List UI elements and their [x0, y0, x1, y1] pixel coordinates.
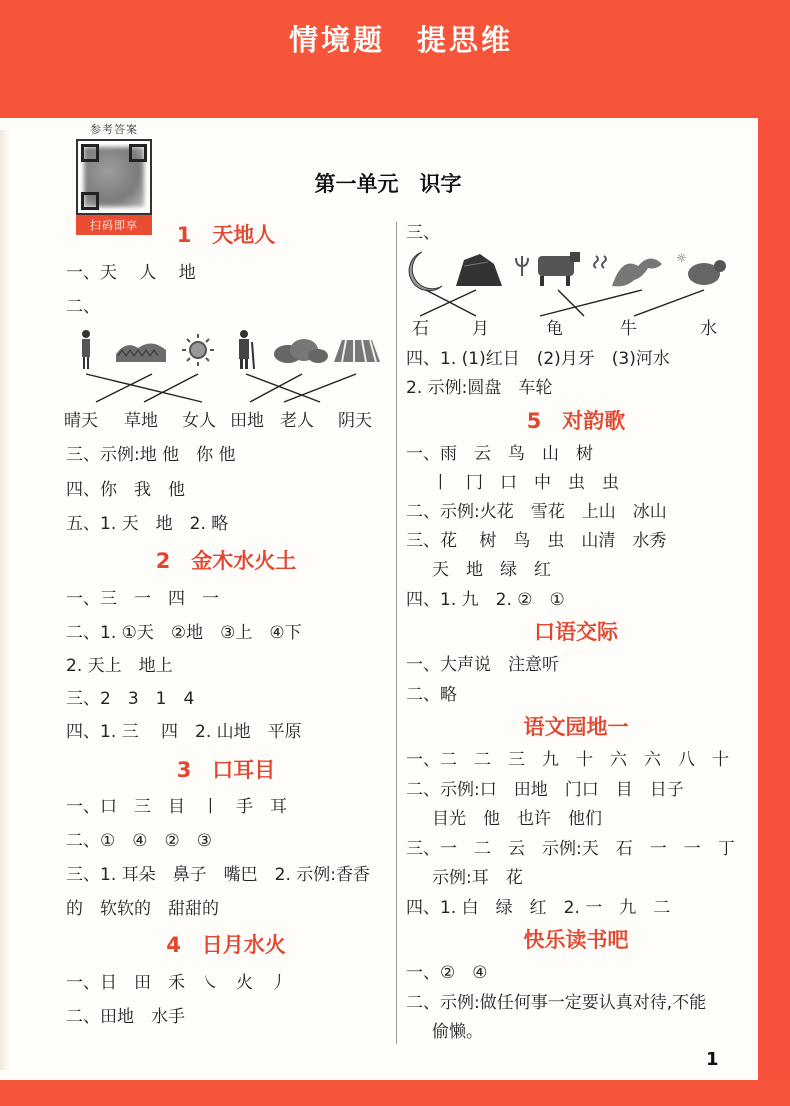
matching-pictures [398, 246, 738, 326]
answer-line: 二、示例:做任何事一定要认真对待,不能 [406, 993, 707, 1013]
old-man-icon [239, 330, 254, 369]
section-heading: 语文园地一 [523, 715, 629, 739]
answer-line: 一、天 人 地 [66, 263, 196, 283]
answer-line: 天 地 绿 红 [432, 560, 551, 580]
word-label: 水 [700, 319, 717, 339]
answer-line: 三、示例:地 他 你 他 [66, 445, 236, 465]
answer-line: 三、 [406, 223, 440, 243]
answer-line: 三、一 二 云 示例:天 石 一 一 丁 [406, 839, 735, 859]
answer-line: 一、大声说 注意听 [406, 655, 559, 675]
word-label: 石 [412, 319, 429, 339]
answer-line: 丨 冂 口 中 虫 虫 [432, 473, 619, 493]
word-label: 女人 [182, 411, 216, 431]
lesson-heading: 5 对韵歌 [526, 409, 626, 433]
turtle-icon [676, 251, 726, 285]
answer-line: 一、口 三 目 丨 手 耳 [66, 797, 287, 817]
answer-line: 2. 示例:圆盘 车轮 [406, 378, 553, 398]
banner-title: 情境题 提思维 [288, 22, 513, 57]
answer-line: 四、1. 三 四 2. 山地 平原 [66, 722, 302, 742]
answer-line: 二、示例:口 田地 门口 目 日子 [406, 780, 684, 800]
section-heading: 快乐读书吧 [523, 928, 629, 952]
lesson-heading: 3 口耳目 [176, 758, 276, 782]
word-label: 老人 [280, 411, 314, 431]
top-banner [0, 0, 790, 118]
lesson-heading: 2 金木水火土 [155, 549, 297, 573]
answer-line: 二、示例:火花 雪花 上山 冰山 [406, 502, 667, 522]
cow-icon [538, 252, 580, 286]
word-label: 草地 [124, 411, 158, 431]
woman-icon [82, 330, 90, 369]
unit-title: 第一单元 识字 [314, 172, 462, 196]
page-number: 1 [706, 1049, 719, 1070]
qr-block[interactable] [74, 121, 154, 235]
word-label: 月 [472, 319, 489, 339]
answer-line: 三、2 3 1 4 [66, 689, 195, 709]
answer-line: 二、 [66, 297, 100, 317]
right-accent-strip [758, 118, 790, 1106]
qr-caption: 扫码即享 [76, 215, 152, 235]
word-label: 阴天 [338, 411, 372, 431]
lesson-heading: 4 日月水火 [166, 933, 286, 957]
grassland-icon [116, 343, 166, 362]
answer-line: 三、1. 耳朵 鼻子 嘴巴 2. 示例:香香 [66, 865, 370, 885]
stone-icon [456, 254, 502, 286]
matching-pictures [66, 326, 386, 406]
column-divider [396, 222, 397, 1044]
answer-line: 二、略 [406, 685, 457, 705]
qr-code-icon[interactable] [76, 139, 152, 215]
answer-line: 二、1. ①天 ②地 ③上 ④下 [66, 623, 302, 643]
answer-line: 一、② ④ [406, 963, 488, 983]
answer-line: 一、雨 云 鸟 山 树 [406, 444, 593, 464]
lesson-heading: 1 天地人 [176, 223, 276, 247]
word-label: 晴天 [64, 411, 98, 431]
answer-line: 四、1. 九 2. ② ① [406, 590, 565, 610]
answer-line: 三、花 树 鸟 虫 山清 水秀 [406, 531, 667, 551]
cloud-icon [274, 339, 328, 363]
page-edge [0, 130, 10, 1070]
word-label: 牛 [620, 319, 637, 339]
answer-line: 一、日 田 禾 ㇏ 火 丿 [66, 973, 287, 993]
answer-line: 偷懒。 [432, 1022, 483, 1042]
wave-icon [612, 258, 662, 286]
answer-line: 一、二 二 三 九 十 六 六 八 十 [406, 750, 729, 770]
answer-line: 2. 天上 地上 [66, 656, 173, 676]
trident-icon [516, 256, 528, 276]
answer-line: 的 软软的 甜甜的 [66, 899, 219, 919]
answer-line: 二、① ④ ② ③ [66, 831, 212, 851]
answer-line: 五、1. 天 地 2. 略 [66, 514, 229, 534]
water-symbol-icon [594, 256, 606, 268]
qr-label: 参考答案 [90, 123, 138, 136]
answer-line: 示例:耳 花 [432, 868, 523, 888]
moon-icon [409, 252, 442, 291]
word-label: 田地 [230, 411, 264, 431]
answer-line: 四、1. 白 绿 红 2. 一 九 二 [406, 898, 671, 918]
answer-line: 四、你 我 他 [66, 480, 185, 500]
farmland-icon [334, 340, 380, 362]
answer-line: 二、田地 水手 [66, 1007, 185, 1027]
answer-line: 目光 他 也许 他们 [432, 809, 602, 829]
section-heading: 口语交际 [534, 620, 618, 644]
word-label: 龟 [546, 319, 563, 339]
answer-line: 四、1. (1)红日 (2)月牙 (3)河水 [406, 349, 670, 369]
answer-line: 一、三 一 四 一 [66, 589, 219, 609]
bottom-band [0, 1080, 790, 1106]
svg-text:☼: ☼ [676, 251, 687, 265]
sun-icon [182, 334, 214, 366]
